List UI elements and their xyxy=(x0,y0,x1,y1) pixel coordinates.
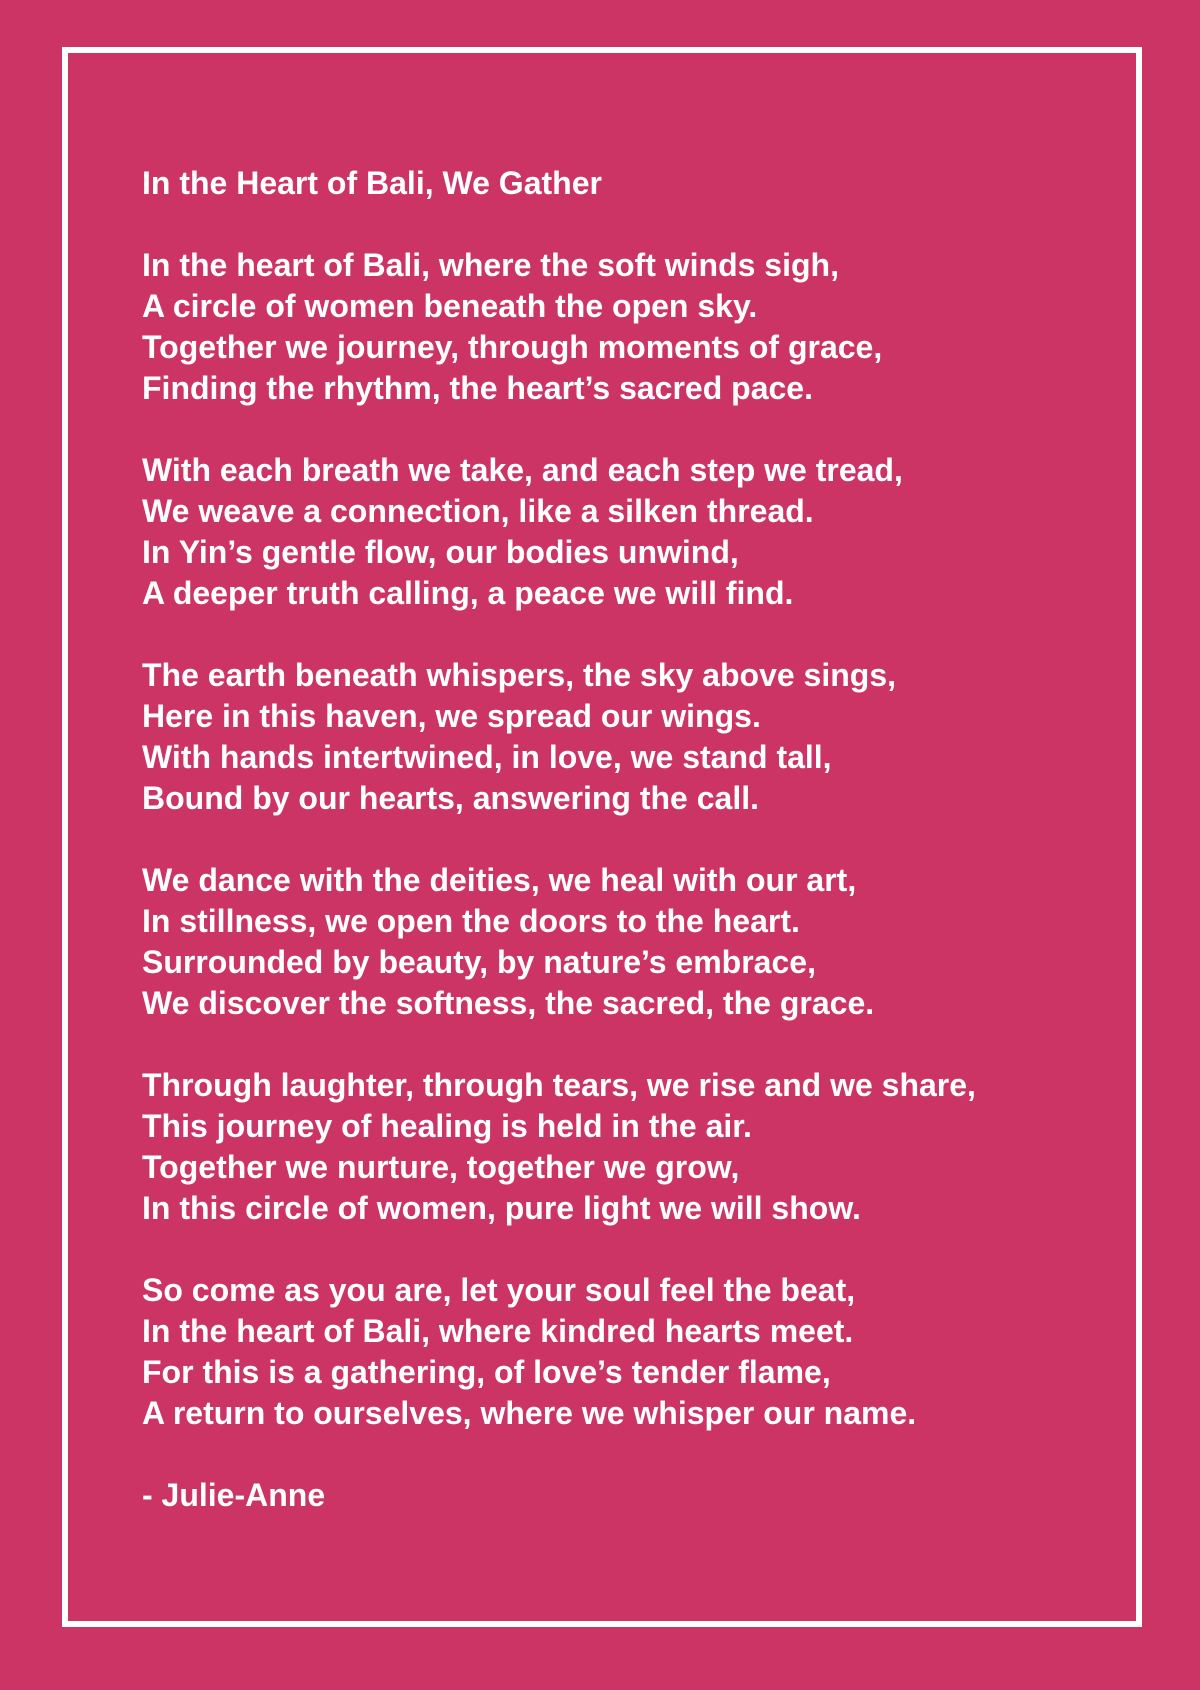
poem-line: In stillness, we open the doors to the heart. xyxy=(142,903,800,939)
poem-stanza-6 xyxy=(142,1270,1122,1434)
poem-line: A deeper truth calling, a peace we will find. xyxy=(142,575,794,611)
poem-stanza-5 xyxy=(142,1065,1122,1229)
poem-stanza-2 xyxy=(142,450,1122,614)
poem-line: This journey of healing is held in the air. xyxy=(142,1108,752,1144)
poem-line: So come as you are, let your soul feel the beat, xyxy=(142,1272,856,1308)
poem-line: For this is a gathering, of love’s tender flame, xyxy=(142,1354,831,1390)
poem-stanza-3 xyxy=(142,655,1122,819)
poem-line: A circle of women beneath the open sky. xyxy=(142,288,758,324)
poem-line: In the heart of Bali, where the soft winds sigh, xyxy=(142,247,839,283)
poem-line: In this circle of women, pure light we will show. xyxy=(142,1190,861,1226)
poem-line: We dance with the deities, we heal with our art, xyxy=(142,862,857,898)
poem xyxy=(142,163,1122,1516)
poem-line: Together we journey, through moments of grace, xyxy=(142,329,883,365)
poem-stanza-4 xyxy=(142,860,1122,1024)
poem-line: Bound by our hearts, answering the call. xyxy=(142,780,759,816)
poem-line: Through laughter, through tears, we rise and we share, xyxy=(142,1067,976,1103)
poem-line: Finding the rhythm, the heart’s sacred pace. xyxy=(142,370,813,406)
poem-signature: - Julie-Anne xyxy=(142,1477,326,1513)
poem-title: In the Heart of Bali, We Gather xyxy=(142,165,602,201)
poem-line: We weave a connection, like a silken thread. xyxy=(142,493,814,529)
poem-line: With each breath we take, and each step we tread, xyxy=(142,452,903,488)
poem-line: In Yin’s gentle flow, our bodies unwind, xyxy=(142,534,739,570)
poem-line: With hands intertwined, in love, we stand tall, xyxy=(142,739,832,775)
poem-line: A return to ourselves, where we whisper our name. xyxy=(142,1395,917,1431)
poem-stanza-1 xyxy=(142,245,1122,409)
poem-line: Together we nurture, together we grow, xyxy=(142,1149,740,1185)
poem-line: Surrounded by beauty, by nature’s embrace, xyxy=(142,944,816,980)
poem-line: Here in this haven, we spread our wings. xyxy=(142,698,761,734)
poem-line: The earth beneath whispers, the sky above sings, xyxy=(142,657,897,693)
poem-line: In the heart of Bali, where kindred hearts meet. xyxy=(142,1313,854,1349)
poem-line: We discover the softness, the sacred, the grace. xyxy=(142,985,875,1021)
